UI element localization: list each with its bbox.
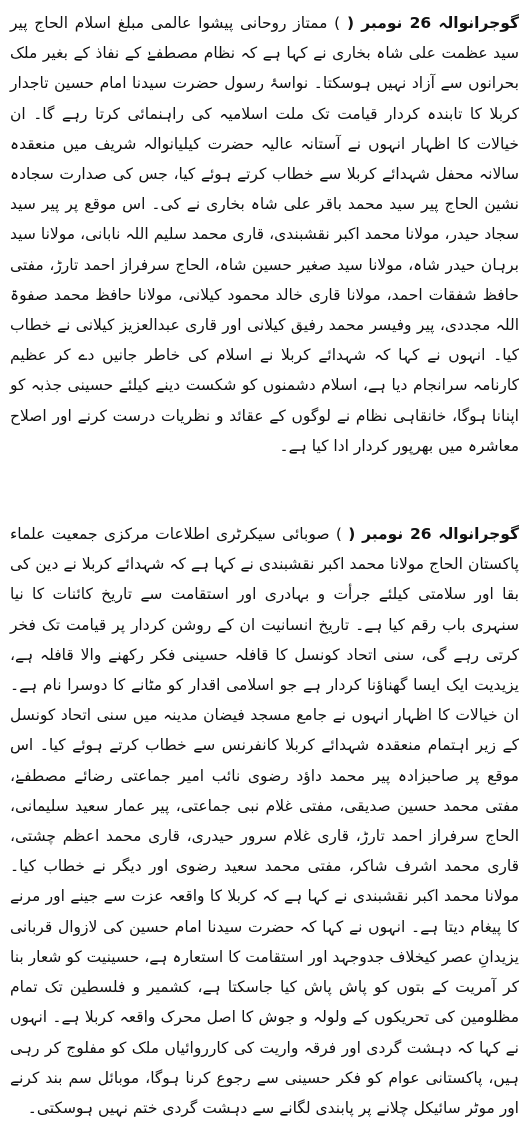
article-dateline: گوجرانوالہ 26 نومبر (: [348, 525, 519, 544]
news-article: [10, 8, 519, 461]
article-body: ) صوبائی سیکرٹری اطلاعات مرکزی جمعیت علماء پاکستان الحاج مولانا محمد اکبر نقشبندی نے کہا ہے کہ شہدائے کربلا نے دین کی بقا اور سلامتی کیلئے جرأت و بہادری اور استقامت سے تاریخ کائنات کا نیا سنہری باب رقم کیا ہے۔ تاریخ انسانیت ان کے روشن کردار پر قیامت تک فخر کرتی رہے گی، سنی اتحاد کونسل کا قافلہ حسینی فکر رکھنے والا قافلہ ہے، یزیدیت ایک ایسا گھناؤنا کردار ہے جو اسلامی اقدار کو مٹانے کا دوسرا نام ہے۔ ان خیالات کا اظہار انہوں نے جامع مسجد فیضان مدینہ میں سنی اتحاد کونسل کے زیر اہتمام منعقدہ شہدائے کربلا کانفرنس سے خطاب کرتے ہوئے کیا۔ اس موقع پر صاحبزادہ پیر محمد داؤد رضوی نائب امیر جماعتی رضائے مصطفےٰ، مفتی محمد حسین صدیقی، مفتی غلام نبی جماعتی، پیر عمار سعید سلیمانی، الحاج سرفراز احمد تارڑ، قاری غلام سرور حیدری، قاری محمد اعظم چشتی، قاری محمد اشرف شاکر، مفتی محمد سعید رضوی اور دیگر نے خطاب کیا۔ مولانا محمد اکبر نقشبندی نے کہا ہے کہ کربلا کا واقعہ عزت سے جینے اور مرنے کا پیغام دیتا ہے۔ انہوں نے کہا کہ حضرت سیدنا امام حسین کی لازوال قربانی یزیدانِ عصر کیخلاف جدوجہد اور استقامت کا استعارہ ہے، حسینیت کو شعار بنا کر آمریت کے بتوں کو پاش پاش کیا جاسکتا ہے، کشمیر و فلسطین تک تمام مظلومین کی تحریکوں کے ولولہ و جوش کا اصل محرک واقعہ کربلا ہے۔ انہوں نے کہا کہ دہشت گردی اور فرقہ واریت کی کارروائیاں ملک کو مفلوج کر رہی ہیں، پاکستانی عوام کو فکر حسینی سے رجوع کرنا ہوگا، موبائل سم بند کرنے اور موٹر سائیکل چلانے پر پابندی لگانے سے دہشت گردی ختم نہیں ہوسکتی۔: [10, 525, 519, 1117]
article-dateline: گوجرانوالہ 26 نومبر (: [346, 14, 519, 32]
news-article: [10, 519, 519, 1123]
article-body: ) ممتاز روحانی پیشوا عالمی مبلغ اسلام الحاج پیر سید عظمت علی شاہ بخاری نے کہا ہے کہ نظام مصطفےٰ کے نفاذ کے بغیر ملک بحرانوں سے آزاد نہیں ہوسکتا۔ نواسۂ رسول حضرت سیدنا امام حسین تاجدار کربلا کا تابندہ کردار قیامت تک ملت اسلامیہ کی راہنمائی کرتا رہے گا۔ ان خیالات کا اظہار انہوں نے آستانہ عالیہ حضرت کیلیانوالہ شریف میں منعقدہ سالانہ محفل شہدائے کربلا سے خطاب کرتے ہوئے کیا، جس کی صدارت سجادہ نشین الحاج پیر سید محمد باقر علی شاہ بخاری نے کی۔ اس موقع پر پیر سید سجاد حیدر، مولانا محمد اکبر نقشبندی، قاری محمد سلیم اللہ نابانی، مولانا سید برہان حیدر شاہ، مولانا سید صغیر حسین شاہ، الحاج سرفراز احمد تارڑ، مفتی حافظ شفقات احمد، مولانا قاری خالد محمود کیلانی، مولانا حافظ محمد صفوۃ اللہ مجددی، پیر وفیسر محمد رفیق کیلانی اور قاری عبدالعزیز کیلانی نے خطاب کیا۔ انہوں نے کہا کہ شہدائے کربلا نے اسلام کی خاطر جانیں دے کر عظیم کارنامہ سرانجام دیا ہے، اسلام دشمنوں کو شکست دینے کیلئے حسینی جذبہ کو اپنانا ہوگا، خانقاہی نظام نے لوگوں کے عقائد و نظریات درست کرنے اور اصلاح معاشرہ میں بھرپور کردار ادا کیا ہے۔: [10, 14, 519, 455]
